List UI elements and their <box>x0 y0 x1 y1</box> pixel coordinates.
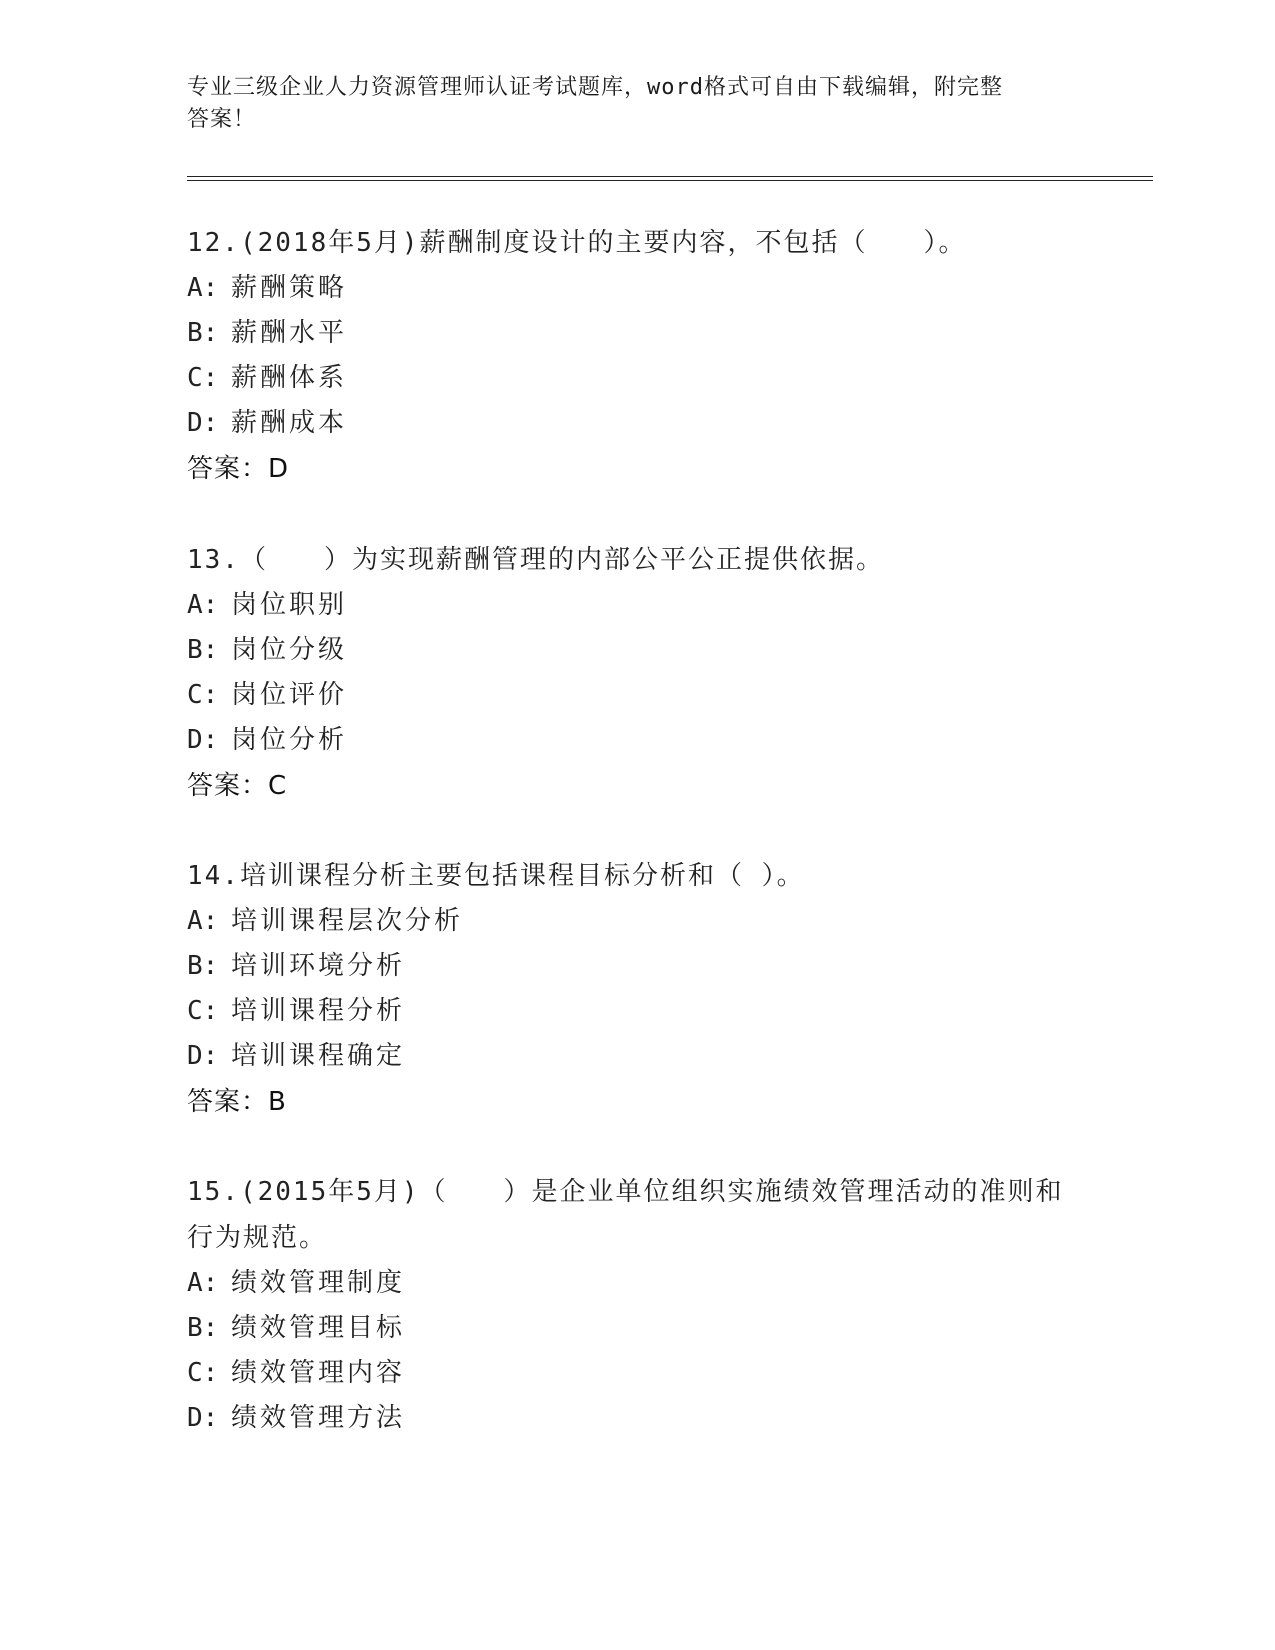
header-divider <box>187 176 1153 181</box>
option-c <box>187 1351 1087 1396</box>
option-text: 薪酬策略 <box>231 273 348 303</box>
question-12 <box>187 220 1087 492</box>
option-letter: C: <box>187 1358 219 1388</box>
option-letter: C: <box>187 680 219 710</box>
question-stem: 15.(2015年5月)（ ）是企业单位组织实施绩效管理活动的准则和 <box>187 1177 1064 1207</box>
option-letter: B: <box>187 318 219 348</box>
option-c <box>187 989 1087 1034</box>
option-text: 岗位评价 <box>231 680 348 710</box>
option-text: 绩效管理方法 <box>231 1403 406 1433</box>
option-b <box>187 944 1087 989</box>
header-line-2: 答案！ <box>187 107 257 132</box>
option-text: 绩效管理内容 <box>231 1358 406 1388</box>
option-text: 岗位职别 <box>231 590 348 620</box>
answer-line: 答案：D <box>187 454 290 484</box>
option-letter: A: <box>187 1268 219 1298</box>
option-text: 岗位分析 <box>231 725 348 755</box>
option-text: 培训环境分析 <box>231 951 406 981</box>
option-text: 薪酬体系 <box>231 363 348 393</box>
option-text: 培训课程确定 <box>231 1041 406 1071</box>
option-letter: D: <box>187 725 219 755</box>
question-stem: 13.（ ）为实现薪酬管理的内部公平公正提供依据。 <box>187 545 884 575</box>
option-a <box>187 583 1087 628</box>
option-text: 薪酬水平 <box>231 318 348 348</box>
option-text: 培训课程层次分析 <box>231 906 464 936</box>
option-letter: B: <box>187 635 219 665</box>
question-13 <box>187 537 1087 809</box>
option-text: 绩效管理目标 <box>231 1313 406 1343</box>
option-text: 薪酬成本 <box>231 408 348 438</box>
option-letter: A: <box>187 906 219 936</box>
header-line-1: 专业三级企业人力资源管理师认证考试题库，word格式可自由下载编辑，附完整 <box>187 75 1003 100</box>
option-a <box>187 899 1087 944</box>
option-b <box>187 311 1087 356</box>
option-d <box>187 1396 1087 1441</box>
answer-line: 答案：B <box>187 1087 287 1117</box>
option-d <box>187 401 1087 446</box>
option-text: 岗位分级 <box>231 635 348 665</box>
option-letter: C: <box>187 363 219 393</box>
option-d <box>187 718 1087 763</box>
option-letter: B: <box>187 951 219 981</box>
question-stem: 12.(2018年5月)薪酬制度设计的主要内容，不包括（ ）。 <box>187 228 967 258</box>
question-stem-continued: 行为规范。 <box>187 1223 328 1253</box>
option-letter: A: <box>187 590 219 620</box>
option-a <box>187 266 1087 311</box>
option-b <box>187 628 1087 673</box>
question-stem: 14.培训课程分析主要包括课程目标分析和（ ）。 <box>187 861 805 891</box>
option-letter: D: <box>187 1403 219 1433</box>
option-text: 绩效管理制度 <box>231 1268 406 1298</box>
option-letter: D: <box>187 1041 219 1071</box>
question-15 <box>187 1169 1087 1441</box>
document-header <box>187 72 1087 136</box>
option-letter: B: <box>187 1313 219 1343</box>
option-letter: A: <box>187 273 219 303</box>
option-text: 培训课程分析 <box>231 996 406 1026</box>
option-letter: C: <box>187 996 219 1026</box>
answer-line: 答案：C <box>187 771 288 801</box>
option-a <box>187 1261 1087 1306</box>
option-c <box>187 673 1087 718</box>
option-letter: D: <box>187 408 219 438</box>
option-b <box>187 1306 1087 1351</box>
option-d <box>187 1034 1087 1079</box>
question-14 <box>187 853 1087 1125</box>
option-c <box>187 356 1087 401</box>
